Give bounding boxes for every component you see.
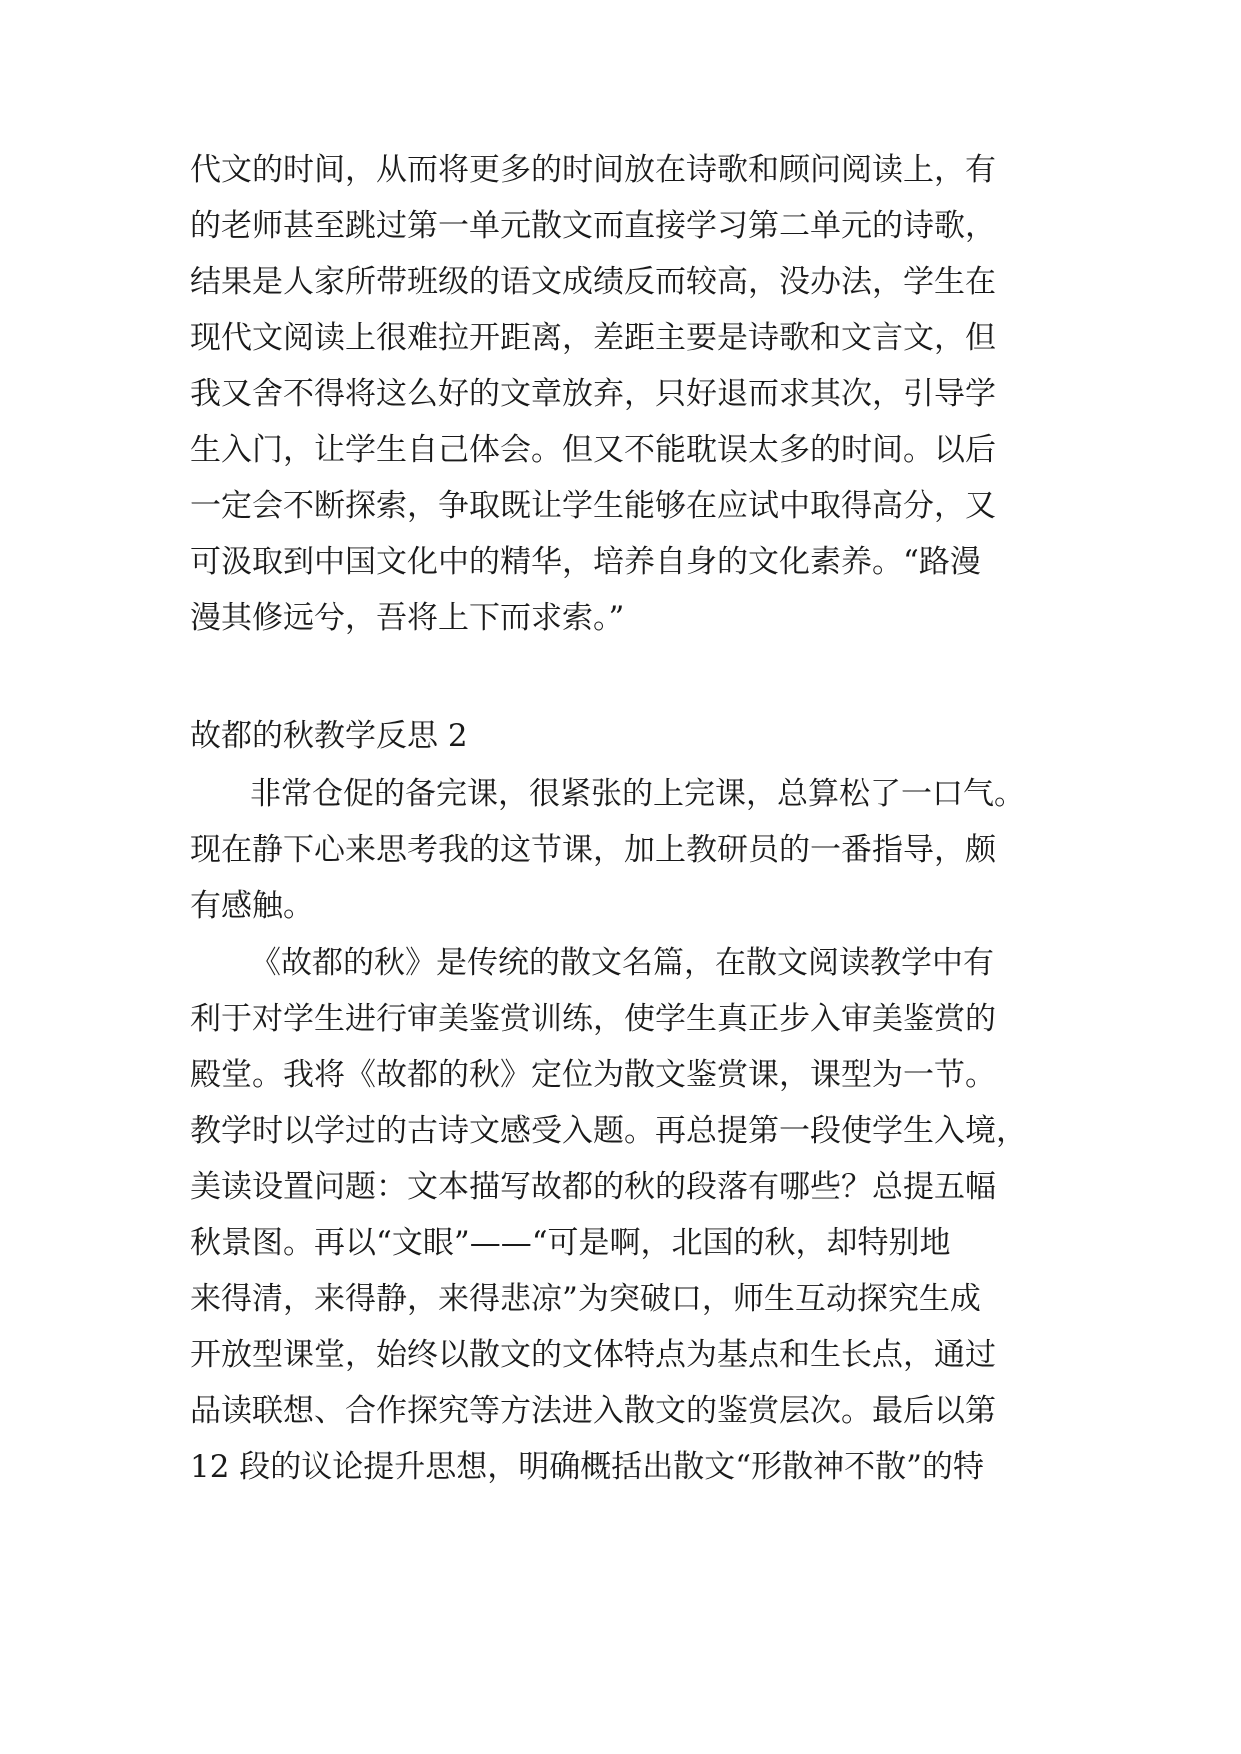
text-line: 美读设置问题：文本描写故都的秋的段落有哪些？总提五幅 <box>190 1169 996 1205</box>
text-line: 开放型课堂，始终以散文的文体特点为基点和生长点，通过 <box>190 1337 996 1373</box>
text-line: 漫其修远兮，吾将上下而求索。” <box>190 600 625 636</box>
text-line: 的老师甚至跳过第一单元散文而直接学习第二单元的诗歌， <box>190 208 996 244</box>
text-line: 非常仓促的备完课，很紧张的上完课，总算松了一口气。 <box>250 776 1025 812</box>
text-line: 秋景图。再以“文眼”——“可是啊，北国的秋，却特别地 <box>190 1225 951 1261</box>
text-line: 生入门，让学生自己体会。但又不能耽误太多的时间。以后 <box>190 432 996 468</box>
text-line: 品读联想、合作探究等方法进入散文的鉴赏层次。最后以第 <box>190 1393 996 1429</box>
text-line: 结果是人家所带班级的语文成绩反而较高，没办法，学生在 <box>190 264 996 300</box>
text-line: 来得清，来得静，来得悲凉”为突破口，师生互动探究生成 <box>190 1281 981 1317</box>
text-line: 12 段的议论提升思想，明确概括出散文“形散神不散”的特 <box>190 1449 984 1485</box>
text-line: 有感触。 <box>190 888 314 924</box>
section-title: 故都的秋教学反思 2 <box>190 718 468 754</box>
text-line: 教学时以学过的古诗文感受入题。再总提第一段使学生入境， <box>190 1113 1027 1149</box>
text-line: 利于对学生进行审美鉴赏训练，使学生真正步入审美鉴赏的 <box>190 1001 996 1037</box>
text-line: 一定会不断探索，争取既让学生能够在应试中取得高分，又 <box>190 488 996 524</box>
text-line: 殿堂。我将《故都的秋》定位为散文鉴赏课，课型为一节。 <box>190 1057 996 1093</box>
text-line: 现代文阅读上很难拉开距离，差距主要是诗歌和文言文，但 <box>190 320 996 356</box>
text-line: 《故都的秋》是传统的散文名篇，在散文阅读教学中有 <box>250 945 994 981</box>
text-line: 现在静下心来思考我的这节课，加上教研员的一番指导，颇 <box>190 832 996 868</box>
text-line: 代文的时间，从而将更多的时间放在诗歌和顾问阅读上，有 <box>190 152 996 188</box>
text-line: 可汲取到中国文化中的精华，培养自身的文化素养。“路漫 <box>190 544 981 580</box>
text-line: 我又舍不得将这么好的文章放弃，只好退而求其次，引导学 <box>190 376 996 412</box>
